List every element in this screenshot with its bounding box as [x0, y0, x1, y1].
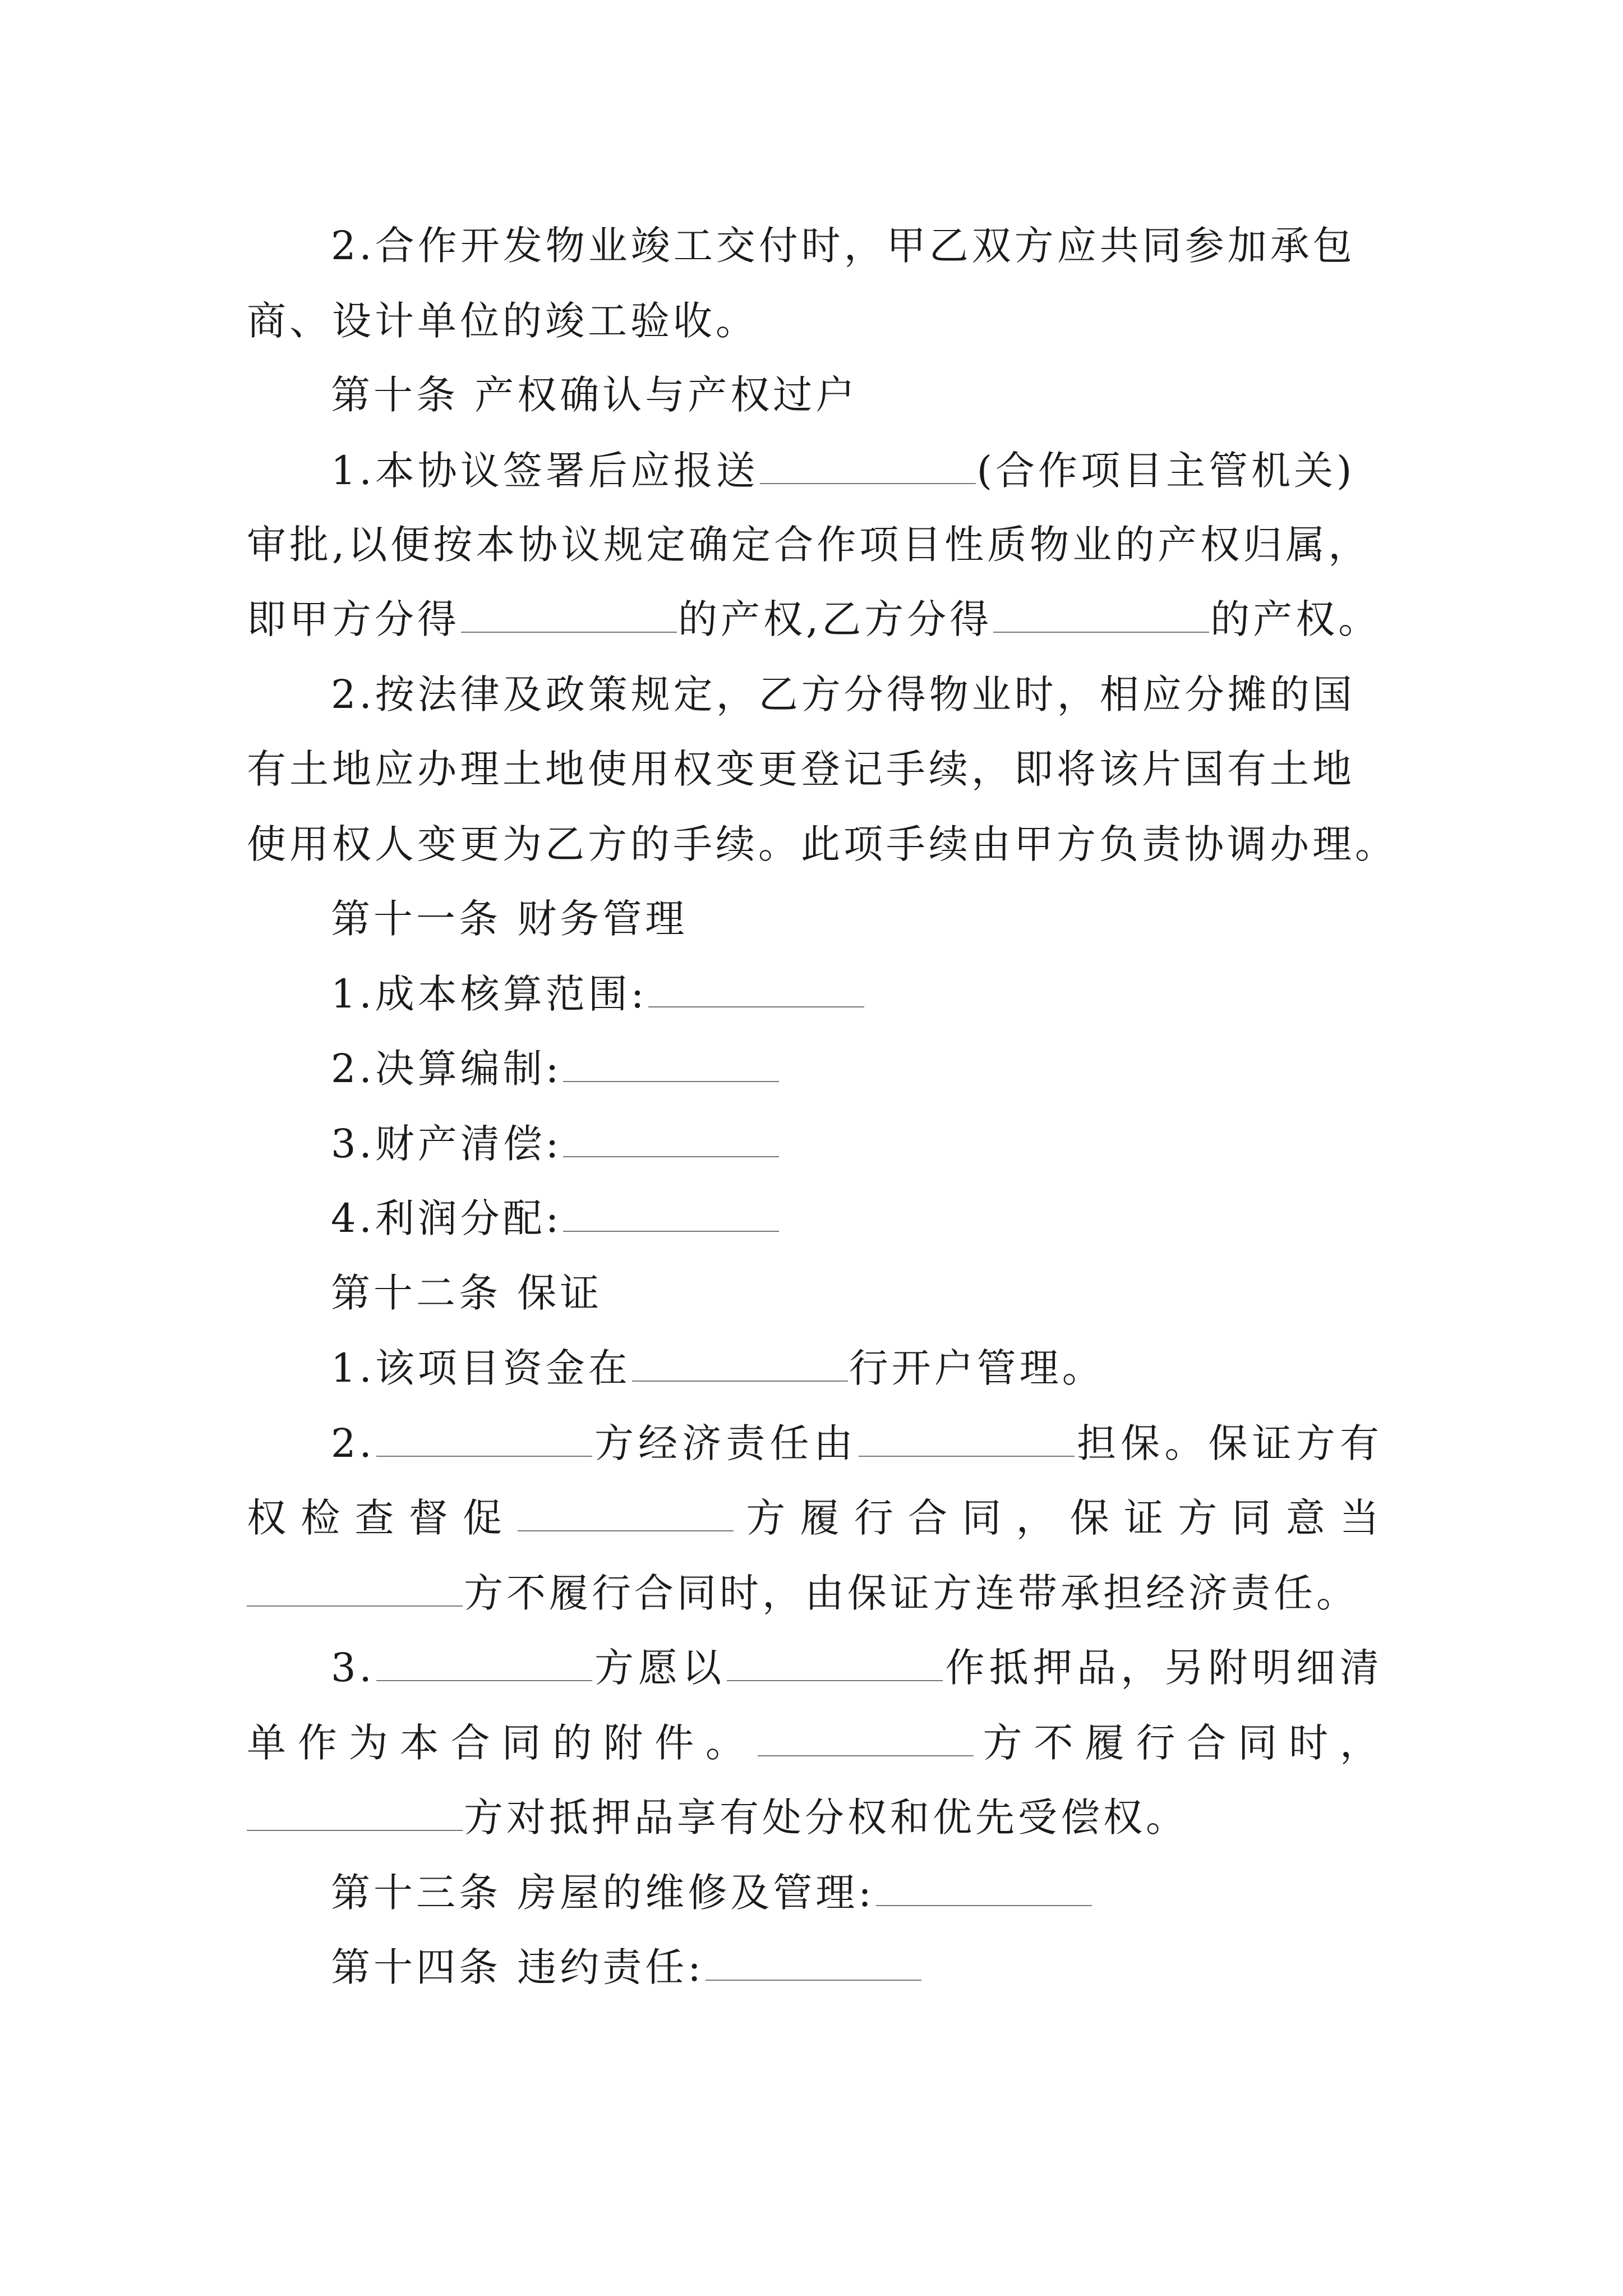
article-10-item-1-line-3: 即甲方分得 的产权,乙方分得 的产权。: [247, 596, 1381, 642]
blank-approval-authority: [760, 448, 976, 484]
article-10-item-1-line-1: 1.本协议签署后应报送 (合作项目主管机关): [331, 448, 1355, 494]
finance-item-1: 1.成本核算范围:: [331, 966, 1382, 1022]
blank-cost-scope: [648, 972, 864, 1007]
article-10-item-2-line-3: 使用权人变更为乙方的手续。此项手续由甲方负责协调办理。: [247, 821, 1398, 867]
guarantee-item-2-line-2: 权检查督促 方履行合同，保证方同意当: [247, 1495, 1383, 1541]
blank-pledge-item: [727, 1645, 943, 1681]
blank-bank: [632, 1346, 848, 1382]
clause-9-item-2-line-2: 商、设计单位的竣工验收。: [247, 298, 758, 344]
blank-nonperforming-party: [758, 1720, 974, 1756]
blank-supervised-party: [518, 1496, 734, 1531]
blank-liability: [706, 1945, 921, 1981]
article-13: 第十三条 房屋的维修及管理:: [331, 1865, 1382, 1921]
blank-pledging-party: [376, 1645, 592, 1681]
blank-defaulting-party: [247, 1571, 463, 1607]
guarantee-item-3-line-2: 单作为本合同的附件。 方不履行合同时，: [247, 1720, 1383, 1766]
guarantee-item-2-line-3: 方不履行合同时，由保证方连带承担经济责任。: [247, 1565, 1382, 1621]
article-10-item-2-line-2: 有土地应办理土地使用权变更登记手续，即将该片国有土地: [247, 746, 1355, 792]
article-10-item-2-line-1: 2.按法律及政策规定，乙方分得物业时，相应分摊的国: [331, 671, 1355, 717]
blank-profit-distribution: [563, 1196, 779, 1232]
finance-item-3: 3.财产清偿:: [331, 1116, 1382, 1172]
blank-guarantor: [859, 1421, 1075, 1457]
blank-liable-party: [376, 1421, 592, 1457]
article-10-heading: 第十条 产权确认与产权过户: [331, 372, 859, 418]
clause-9-item-2-line-1: 2.合作开发物业竣工交付时，甲乙双方应共同参加承包: [331, 223, 1355, 269]
article-12-heading: 第十二条 保证: [331, 1270, 603, 1316]
blank-final-accounts: [563, 1046, 779, 1082]
article-11-heading: 第十一条 财务管理: [331, 896, 688, 942]
article-14: 第十四条 违约责任:: [331, 1939, 1382, 1995]
blank-pledgee-party: [247, 1795, 463, 1831]
blank-party-a-share: [461, 597, 677, 633]
guarantee-item-3-line-1: 3. 方愿以 作抵押品，另附明细清: [331, 1645, 1383, 1691]
article-10-item-1-line-2: 审批,以便按本协议规定确定合作项目性质物业的产权归属，: [247, 522, 1371, 568]
blank-maintenance: [876, 1870, 1092, 1906]
blank-property-settlement: [563, 1121, 779, 1157]
guarantee-item-3-line-3: 方对抵押品享有处分权和优先受偿权。: [247, 1789, 1382, 1846]
guarantee-item-2-line-1: 2. 方经济责任由 担保。保证方有: [331, 1420, 1383, 1466]
finance-item-2: 2.决算编制:: [331, 1041, 1382, 1097]
blank-party-b-share: [993, 597, 1209, 633]
guarantee-item-1: 1.该项目资金在 行开户管理。: [331, 1345, 1105, 1391]
finance-item-4: 4.利润分配:: [331, 1190, 1382, 1246]
